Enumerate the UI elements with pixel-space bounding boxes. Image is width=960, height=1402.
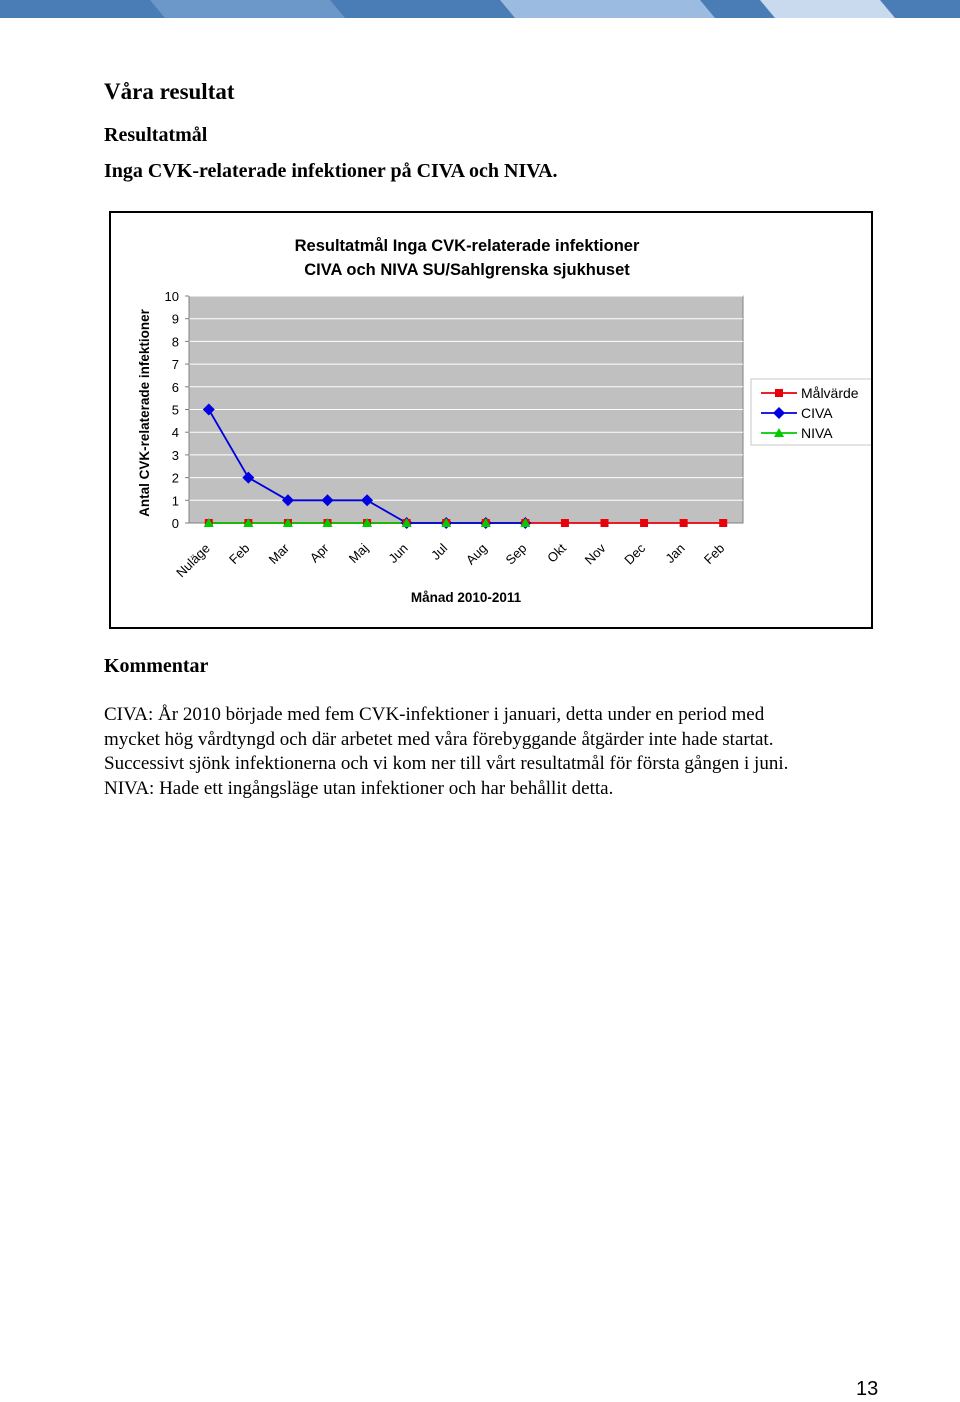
data-point-square: [719, 519, 727, 527]
x-tick-label: Jun: [385, 540, 411, 566]
data-point-square: [561, 519, 569, 527]
comment-line: NIVA: Hade ett ingångsläge utan infektioner och har behållit detta.: [104, 777, 614, 799]
y-tick-label: 3: [171, 447, 179, 463]
goal-statement: Inga CVK-relaterade infektioner på CIVA och NIVA.: [104, 160, 558, 182]
x-tick-label: Aug: [462, 540, 490, 568]
line-chart: [111, 213, 871, 627]
x-tick-label: Maj: [345, 540, 372, 566]
header-band: [0, 0, 960, 18]
x-tick-label: Feb: [700, 540, 728, 567]
section-subtitle: Resultatmål: [104, 124, 208, 146]
legend-label: Målvärde: [801, 385, 859, 401]
data-point-square: [775, 389, 783, 397]
y-tick-label: 0: [171, 516, 179, 531]
data-point-square: [601, 519, 609, 527]
section-title: Våra resultat: [104, 79, 235, 104]
y-tick-label: 1: [171, 493, 179, 509]
comment-line: Successivt sjönk infektionerna och vi kom ner till vårt resultatmål för första gången i juni.: [104, 753, 789, 774]
y-axis-title: Antal CVK-relaterade infektioner: [137, 309, 152, 517]
comment-line: CIVA: År 2010 började med fem CVK-infektioner i januari, detta under en period med: [104, 704, 765, 725]
y-tick-label: 4: [171, 425, 179, 441]
x-tick-label: Nuläge: [173, 540, 213, 581]
comment-body: [104, 703, 904, 801]
chart-title-line: CIVA och NIVA SU/Sahlgrenska sjukhuset: [304, 261, 630, 279]
x-tick-label: Mar: [265, 540, 293, 567]
page-number: 13: [856, 1378, 879, 1400]
x-axis-title: Månad 2010-2011: [410, 590, 522, 605]
y-tick-label: 8: [171, 334, 179, 350]
comment-line: mycket hög vårdtyngd och där arbetet med våra förebyggande åtgärder inte hade startat.: [104, 728, 774, 750]
y-tick-label: 6: [171, 379, 179, 395]
y-tick-label: 10: [164, 289, 179, 304]
x-tick-label: Jul: [427, 540, 451, 563]
x-tick-label: Jan: [662, 540, 688, 566]
x-tick-label: Nov: [581, 540, 609, 568]
legend-label: NIVA: [801, 425, 833, 441]
chart-title-line: Resultatmål Inga CVK-relaterade infektioner: [294, 237, 640, 255]
x-tick-label: Okt: [544, 540, 570, 566]
y-tick-label: 7: [171, 357, 179, 373]
x-tick-label: Dec: [621, 540, 649, 568]
legend-label: CIVA: [801, 405, 833, 421]
x-tick-label: Apr: [306, 540, 332, 566]
y-tick-label: 5: [171, 402, 179, 418]
chart-container: [109, 211, 873, 629]
x-tick-label: Sep: [502, 540, 530, 568]
comment-heading: Kommentar: [104, 655, 209, 677]
y-tick-label: 9: [171, 311, 179, 327]
y-tick-label: 2: [171, 470, 179, 486]
x-tick-label: Feb: [226, 540, 253, 567]
data-point-square: [680, 519, 688, 527]
data-point-square: [640, 519, 648, 527]
